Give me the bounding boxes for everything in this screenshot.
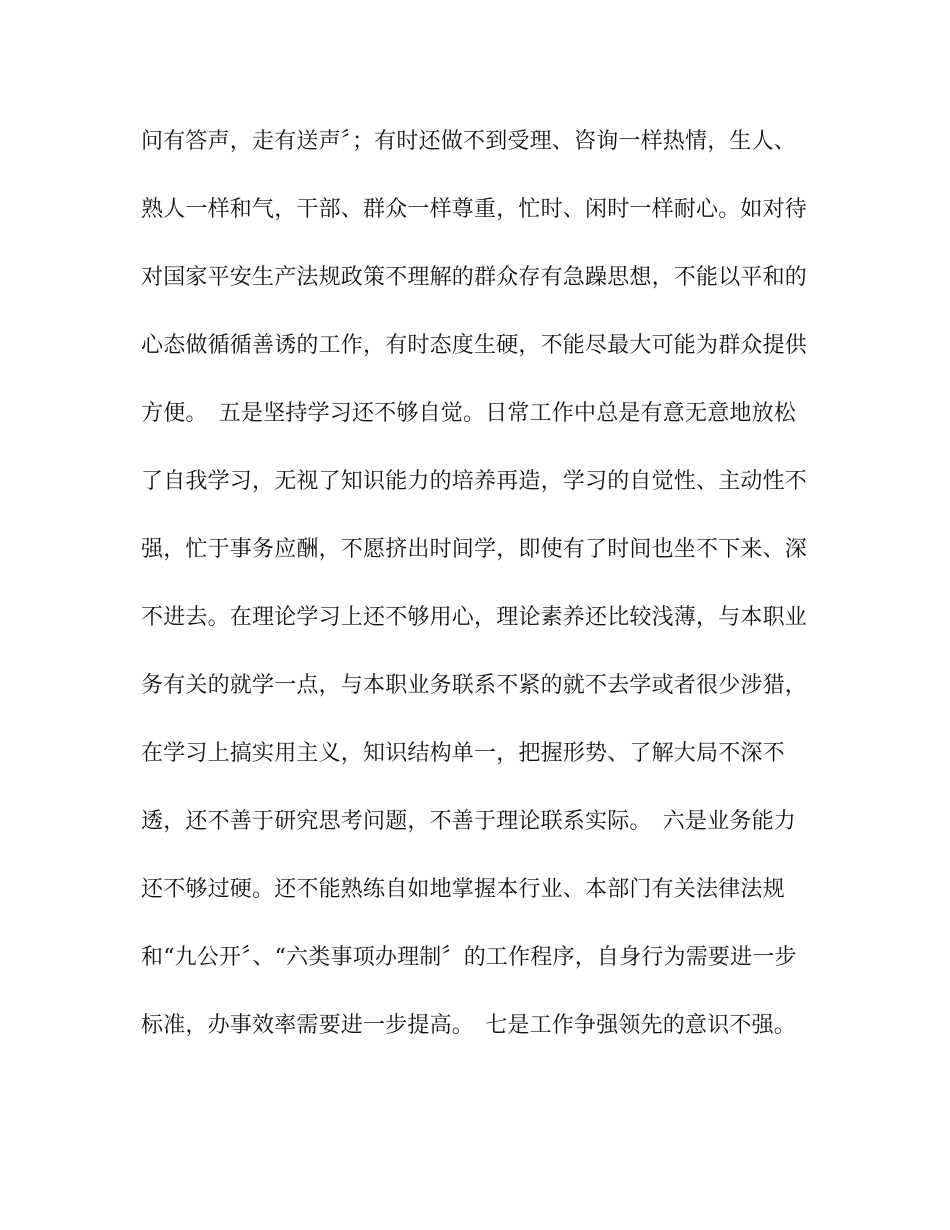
text-line-11: 透，还不善于研究思考问题，不善于理论联系实际。 六是业务能力: [141, 809, 797, 834]
text-line-9: 务有关的就学一点，与本职业务联系不紧的就不去学或者很少涉猎，: [141, 673, 808, 698]
text-line-7: 强，忙于事务应酬，不愿挤出时间学，即使有了时间也坐不下来、深: [141, 537, 808, 562]
text-line-12: 还不够过硬。还不能熟练自如地掌握本行业、本部门有关法律法规: [141, 877, 785, 902]
text-line-1: 问有答声，走有送声〞；有时还做不到受理、咨询一样热情，生人、: [141, 129, 797, 154]
text-line-6: 了自我学习，无视了知识能力的培养再造，学习的自觉性、主动性不: [141, 469, 808, 494]
text-line-3: 对国家平安生产法规政策不理解的群众存有急躁思想，不能以平和的: [141, 265, 808, 290]
text-line-8: 不进去。在理论学习上还不够用心，理论素养还比较浅薄，与本职业: [141, 605, 808, 630]
text-line-13: 和“九公开〞、“六类事项办理制〞的工作程序，自身行为需要进一步: [141, 945, 797, 970]
text-line-10: 在学习上搞实用主义，知识结构单一，把握形势、了解大局不深不: [141, 741, 785, 766]
body-text: [141, 122, 808, 1074]
text-line-4: 心态做循循善诱的工作，有时态度生硬，不能尽最大可能为群众提供: [141, 333, 808, 358]
text-line-5: 方便。 五是坚持学习还不够自觉。日常工作中总是有意无意地放松: [141, 401, 797, 426]
text-line-14: 标准，办事效率需要进一步提高。 七是工作争强领先的意识不强。: [141, 1013, 797, 1038]
text-line-2: 熟人一样和气，干部、群众一样尊重，忙时、闲时一样耐心。如对待: [141, 197, 808, 222]
